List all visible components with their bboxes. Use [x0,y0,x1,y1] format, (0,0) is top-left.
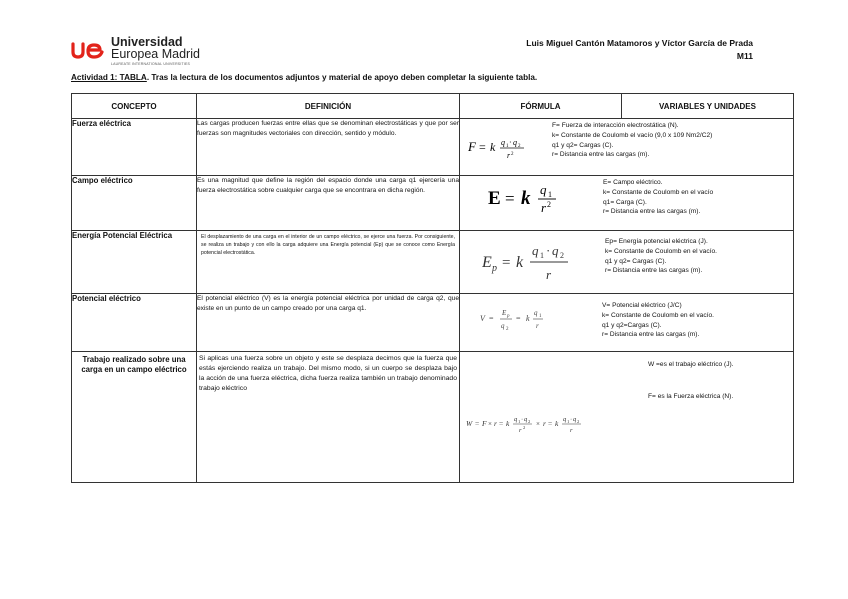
authors: Luis Miguel Cantón Matamoros y Víctor García de Prada [526,38,753,48]
svg-text:1: 1 [567,419,570,424]
formula-variables-cell [460,231,794,294]
svg-text:r: r [546,267,552,282]
svg-text:1: 1 [540,251,544,260]
svg-text:k: k [521,188,531,209]
formula-variables-cell [460,352,794,483]
variable-line: k= Constante de Coulomb el vacío (9,0 x 109 Nm2/C2) [552,131,713,139]
definition-cell: Las cargas producen fuerzas entre ellas que se denominan electrostáticas y que por ser fuerzas son magnitudes vectoriales con dirección, sentido y módulo. [197,119,460,176]
variable-line: W =es el trabajo eléctrico (J). [648,361,734,368]
header-concepto: CONCEPTO [72,94,197,119]
svg-text:k: k [526,314,530,323]
variables-list [602,301,714,340]
svg-text:q: q [540,182,547,197]
table-row [72,294,794,352]
concepts-table [71,93,794,483]
svg-text:1: 1 [518,419,521,424]
activity-text: . Tras la lectura de los documentos adjuntos y material de apoyo deben completar la siguiente tabla. [146,73,538,82]
university-name-line1: Universidad [111,35,183,49]
svg-text:·: · [509,138,512,147]
concept-cell: Fuerza eléctrica [72,119,197,176]
definition-cell: El desplazamiento de una carga en el interior de un campo eléctrico, se ejerce una fuerza. Por consiguiente, se realiza un trabajo y con ello la carga adquiere una Energía potencial (Ep) que se conoce como Energía potencial electrostática. [197,231,460,294]
definition-cell: Si aplicas una fuerza sobre un objeto y este se desplaza decimos que la fuerza que estás ejerciendo realiza un trabajo. Del mismo modo, si un cuerpo se desplaza bajo la acción de una fuerza eléctrica, dicha fuerza realiza también un trabajo denominado trabajo eléctrico [197,352,460,483]
activity-label: Actividad 1: TABLA [71,73,147,82]
svg-text:=: = [475,419,480,428]
variable-line: k= Constante de Coulomb en el vacío. [605,247,717,255]
activity-instruction [71,73,537,82]
svg-text:·: · [521,416,524,423]
electric-potential-formula [480,304,560,334]
svg-text:=: = [548,419,553,428]
table-row [72,119,794,176]
svg-text:q: q [534,309,538,317]
svg-text:2: 2 [560,251,564,260]
svg-text:F: F [482,419,487,428]
variable-line: r= Distancia entre las cargas (m). [603,208,701,216]
svg-text:q: q [563,416,567,423]
header-definicion: DEFINICIÓN [197,94,460,119]
svg-text:k: k [490,140,496,154]
svg-text:q: q [514,416,518,423]
svg-text:r: r [507,151,511,160]
formula-variables-cell [460,119,794,176]
svg-text:q: q [501,322,505,330]
svg-text:W: W [466,419,473,428]
concept-cell: Campo eléctrico [72,176,197,231]
svg-text:r: r [494,419,497,428]
variable-line: Ep= Energía potencial eléctrica (J). [605,238,708,245]
svg-text:2: 2 [547,200,551,209]
concept-cell: Potencial eléctrico [72,294,197,352]
header-formula: FÓRMULA [460,94,622,119]
svg-text:=: = [489,314,494,323]
svg-text:r: r [519,427,522,434]
svg-text:E: E [502,309,507,317]
variables-list [603,178,713,217]
university-logo [71,36,211,68]
svg-text:×: × [488,420,492,428]
variable-line: E= Campo eléctrico. [603,179,663,186]
svg-text:=: = [479,140,486,154]
university-name-line2: Europea Madrid [111,47,200,61]
svg-text:=: = [499,419,504,428]
table-header-row [72,94,794,119]
electric-field-formula [488,181,568,217]
svg-text:V: V [480,314,485,323]
svg-text:E: E [482,254,492,271]
svg-text:·: · [546,243,551,258]
variables-list [552,121,712,160]
potential-energy-formula [482,239,592,285]
concept-cell: Energía Potencial Eléctrica [72,231,197,294]
svg-text:E: E [488,188,501,209]
table-row [72,231,794,294]
svg-text:q: q [513,138,517,147]
variable-line: k= Constante de Coulomb en el vacío [603,188,714,196]
svg-text:·: · [570,416,573,423]
svg-text:1: 1 [506,144,509,149]
variable-line: k= Constante de Coulomb en el vacío. [602,311,714,319]
svg-text:×: × [536,420,540,428]
definition-cell: Es una magnitud que define la región del espacio donde una carga q1 ejercería una fuerza electrostática sobre cualquier carga que se encontrara en dicha región. [197,176,460,231]
svg-text:r: r [541,200,547,215]
svg-text:r: r [570,427,573,434]
coulomb-force-formula [468,135,548,161]
variable-line: r= Distancia entre las cargas (m). [552,151,650,159]
svg-text:2: 2 [506,327,509,332]
svg-text:2: 2 [511,152,514,157]
svg-text:r: r [536,322,539,330]
course-code: M11 [736,51,753,61]
svg-text:q: q [524,416,528,423]
svg-text:p: p [507,314,510,319]
svg-text:1: 1 [539,314,542,319]
variable-line: q1= Carga (C). [603,198,647,206]
svg-text:=: = [516,314,521,323]
svg-text:=: = [505,189,515,208]
svg-text:k: k [555,419,559,428]
svg-text:p: p [492,263,497,274]
svg-text:q: q [552,243,559,258]
svg-text:1: 1 [548,190,552,199]
svg-text:q: q [532,243,539,258]
concept-cell: Trabajo realizado sobre una carga en un campo eléctrico [72,352,197,483]
svg-text:2: 2 [577,419,580,424]
table-row [72,352,794,483]
university-tagline: LAUREATE INTERNATIONAL UNIVERSITIES [111,62,191,66]
variable-line: q1 y q2= Cargas (C). [605,257,667,265]
electric-work-formula [466,410,616,438]
table-row [72,176,794,231]
svg-text:q: q [501,138,505,147]
variable-line: r= Distancia entre las cargas (m). [602,331,700,339]
svg-text:F: F [468,139,476,154]
svg-text:2: 2 [523,425,526,430]
variable-line: V= Potencial eléctrico (J/C) [602,302,682,309]
svg-text:r: r [543,419,546,428]
svg-text:k: k [506,419,510,428]
svg-text:2: 2 [518,144,521,149]
svg-text:=: = [502,255,511,271]
svg-text:q: q [573,416,577,423]
definition-cell: El potencial eléctrico (V) es la energía potencial eléctrica por unidad de carga q2, que existe en un punto de un campo creado por una carga q1. [197,294,460,352]
formula-variables-cell [460,294,794,352]
variable-line: F= Fuerza de interacción electrostática (N). [552,122,679,129]
variable-line: r= Distancia entre las cargas (m). [605,267,703,275]
variable-line: F= es la Fuerza eléctrica (N). [648,393,734,400]
svg-text:k: k [516,254,524,271]
header-variables: VARIABLES Y UNIDADES [622,94,794,119]
svg-text:2: 2 [528,419,531,424]
variables-list [605,237,717,276]
variable-line: q1 y q2= Cargas (C). [552,141,614,149]
formula-variables-cell [460,176,794,231]
variable-line: q1 y q2=Cargas (C). [602,321,662,329]
ue-logo-icon [71,38,105,60]
